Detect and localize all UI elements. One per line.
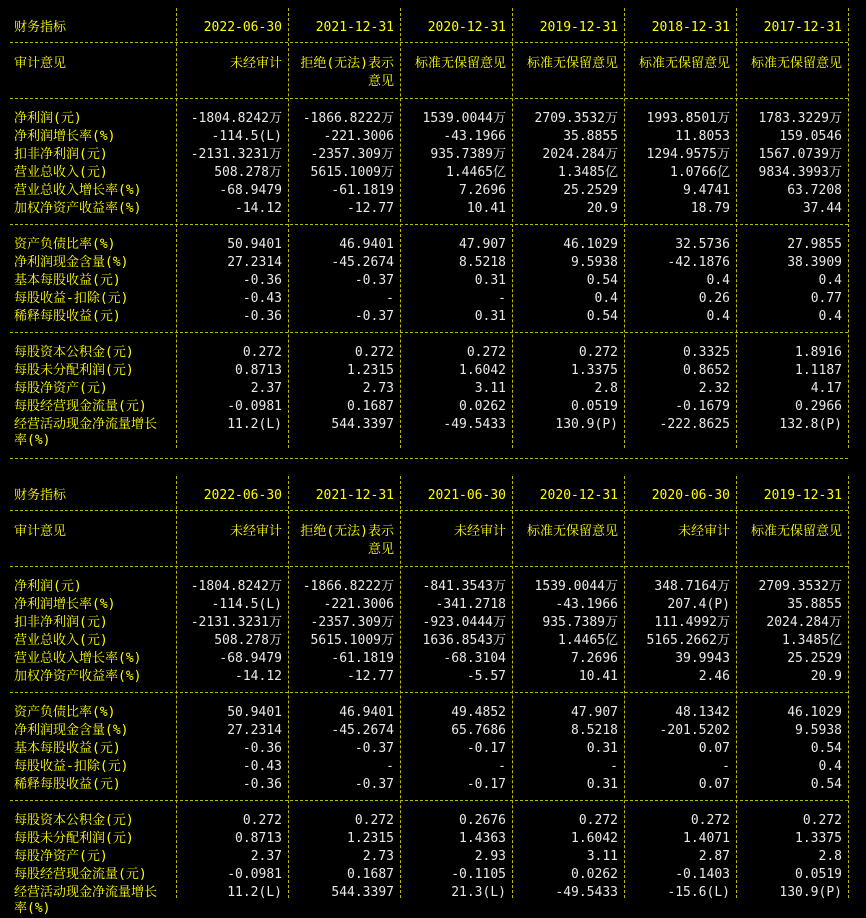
metric-label: 稀释每股收益(元) [14,309,121,324]
metric-value: 49.4852 [451,705,506,720]
metric-value: 20.9 [810,669,842,684]
metric-value: -0.43 [242,759,282,774]
metric-value: 5615.1009万 [310,633,394,648]
metric-label: 每股收益-扣除(元) [14,291,129,306]
metric-value: 18.79 [690,201,730,216]
audit-opinion-value: 意见 [367,74,394,89]
metric-value: 1.3485亿 [782,633,842,648]
metric-value: 0.1687 [347,399,394,414]
metric-value: -12.77 [347,201,394,216]
metric-value: 1993.8501万 [646,111,730,126]
metric-value: -1804.8242万 [190,111,282,126]
metric-label: 加权净资产收益率(%) [14,669,142,684]
metric-value: - [498,759,506,774]
metric-value: -222.8625 [659,417,730,432]
metric-value: 0.272 [466,345,506,360]
metric-label: 资产负债比率(%) [14,705,116,720]
audit-opinion-value: 标准无保留意见 [750,56,842,71]
metric-value: 159.0546 [779,129,842,144]
metric-value: 2.46 [698,669,730,684]
metric-value: 0.272 [802,813,842,828]
metric-value: 0.54 [586,273,618,288]
metric-label: 营业总收入增长率(%) [14,651,142,666]
metric-label: 加权净资产收益率(%) [14,201,142,216]
metric-value: 1.1187 [795,363,842,378]
metric-value: 0.07 [698,777,730,792]
metric-value: 11.2(L) [227,885,282,900]
column-divider [848,8,849,448]
column-divider [624,8,625,448]
metric-value: 0.4 [594,291,618,306]
metric-label-continued: 率(%) [14,433,51,448]
audit-opinion-value: 标准无保留意见 [414,56,506,71]
metric-value: -114.5(L) [211,597,282,612]
metric-label: 净利润现金含量(%) [14,255,129,270]
column-divider [624,476,625,898]
metric-value: - [498,291,506,306]
metric-label: 扣非净利润(元) [14,147,108,162]
metric-value: 11.8053 [675,129,730,144]
metric-value: 0.54 [810,741,842,756]
metric-value: 1636.8543万 [422,633,506,648]
metric-value: 0.3325 [683,345,730,360]
metric-value: 2.8 [818,849,842,864]
metric-value: -1804.8242万 [190,579,282,594]
metric-value: 348.7164万 [654,579,730,594]
metric-value: 63.7208 [787,183,842,198]
period-date-header: 2022-06-30 [203,20,282,35]
metric-value: 130.9(P) [779,885,842,900]
metric-value: 46.1029 [563,237,618,252]
metric-value: 50.9401 [227,705,282,720]
metric-value: 0.0262 [571,867,618,882]
metric-value: -5.57 [466,669,506,684]
metric-value: - [386,759,394,774]
table-header-label: 财务指标 [14,20,67,35]
metric-value: -0.1403 [675,867,730,882]
section-divider [10,566,848,567]
metric-value: 2.87 [698,849,730,864]
metric-value: 32.5736 [675,237,730,252]
metric-label: 净利润(元) [14,111,82,126]
metric-value: -0.0981 [227,399,282,414]
metric-value: 1.4465亿 [558,633,618,648]
section-divider [10,692,848,693]
metric-value: 2.37 [250,849,282,864]
metric-value: 0.0519 [571,399,618,414]
metric-value: 50.9401 [227,237,282,252]
metric-value: 10.41 [578,669,618,684]
metric-value: 27.2314 [227,255,282,270]
audit-opinion-value: 标准无保留意见 [638,56,730,71]
column-divider [288,8,289,448]
metric-value: 0.0262 [459,399,506,414]
metric-label: 经营活动现金净流量增长 [14,885,158,900]
metric-value: 1783.3229万 [758,111,842,126]
audit-opinion-value: 未经审计 [229,524,282,539]
metric-value: -14.12 [235,201,282,216]
metric-value: -341.2718 [435,597,506,612]
audit-opinion-value: 未经审计 [453,524,506,539]
metric-value: 1.3375 [795,831,842,846]
metric-value: 46.9401 [339,237,394,252]
metric-value: 27.2314 [227,723,282,738]
metric-value: -61.1819 [331,183,394,198]
metric-value: 2.73 [362,849,394,864]
audit-opinion-value: 拒绝(无法)表示 [300,56,394,71]
metric-value: -0.37 [354,741,394,756]
metric-value: 0.272 [242,813,282,828]
metric-value: 25.2529 [563,183,618,198]
metric-value: -49.5433 [555,885,618,900]
period-date-header: 2018-12-31 [651,20,730,35]
metric-value: -0.36 [242,309,282,324]
metric-value: 46.9401 [339,705,394,720]
metric-value: 0.2966 [795,399,842,414]
metric-value: -68.3104 [443,651,506,666]
metric-value: 132.8(P) [779,417,842,432]
metric-value: -45.2674 [331,255,394,270]
metric-value: 0.2676 [459,813,506,828]
metric-value: -0.17 [466,741,506,756]
audit-opinion-value: 意见 [367,542,394,557]
audit-opinion-value: 标准无保留意见 [750,524,842,539]
metric-value: 0.4 [818,759,842,774]
metric-value: 0.272 [242,345,282,360]
metric-value: 9.4741 [683,183,730,198]
metric-value: 9.5938 [571,255,618,270]
header-divider [10,42,848,43]
metric-value: -0.17 [466,777,506,792]
metric-value: 21.3(L) [451,885,506,900]
metric-value: 2709.3532万 [758,579,842,594]
metric-label: 净利润增长率(%) [14,597,116,612]
metric-label: 每股未分配利润(元) [14,831,134,846]
metric-label: 营业总收入增长率(%) [14,183,142,198]
period-date-header: 2019-12-31 [539,20,618,35]
column-divider [512,8,513,448]
metric-value: 0.07 [698,741,730,756]
metric-value: 508.278万 [214,165,282,180]
metric-value: 1539.0044万 [534,579,618,594]
metric-value: 0.4 [706,273,730,288]
metric-value: 48.1342 [675,705,730,720]
metric-value: 0.4 [706,309,730,324]
metric-label: 净利润增长率(%) [14,129,116,144]
metric-value: 7.2696 [571,651,618,666]
metric-value: 0.31 [586,777,618,792]
column-divider [288,476,289,898]
metric-value: 1.4465亿 [446,165,506,180]
metric-value: 0.272 [354,345,394,360]
period-date-header: 2020-12-31 [539,488,618,503]
metric-value: -43.1966 [443,129,506,144]
metric-value: -0.36 [242,273,282,288]
metric-label: 每股经营现金流量(元) [14,399,147,414]
metric-value: 37.44 [802,201,842,216]
period-date-header: 2022-06-30 [203,488,282,503]
audit-opinion-value: 标准无保留意见 [526,56,618,71]
metric-value: 0.8713 [235,363,282,378]
metric-value: 9.5938 [795,723,842,738]
metric-value: 5615.1009万 [310,165,394,180]
metric-value: 1.6042 [459,363,506,378]
metric-value: 111.4992万 [654,615,730,630]
metric-value: -14.12 [235,669,282,684]
metric-value: 8.5218 [571,723,618,738]
audit-opinion-value: 未经审计 [677,524,730,539]
metric-value: -1866.8222万 [302,111,394,126]
metric-value: -0.1679 [675,399,730,414]
metric-value: 1.2315 [347,363,394,378]
metric-value: 0.31 [474,309,506,324]
period-date-header: 2019-12-31 [763,488,842,503]
metric-value: 25.2529 [787,651,842,666]
metric-value: -2357.309万 [310,615,394,630]
period-date-header: 2020-12-31 [427,20,506,35]
metric-value: 5165.2662万 [646,633,730,648]
metric-label-continued: 率(%) [14,901,51,916]
metric-value: - [386,291,394,306]
metric-label: 净利润(元) [14,579,82,594]
metric-value: 1539.0044万 [422,111,506,126]
metric-value: 0.54 [810,777,842,792]
metric-value: 207.4(P) [667,597,730,612]
audit-opinion-value: 标准无保留意见 [526,524,618,539]
metric-label: 每股净资产(元) [14,381,108,396]
metric-value: 1294.9575万 [646,147,730,162]
metric-value: -2131.3231万 [190,147,282,162]
metric-value: 38.3909 [787,255,842,270]
metric-value: 0.272 [578,813,618,828]
metric-value: 7.2696 [459,183,506,198]
metric-value: 10.41 [466,201,506,216]
metric-value: -42.1876 [667,255,730,270]
metric-label: 每股收益-扣除(元) [14,759,129,774]
metric-label: 每股净资产(元) [14,849,108,864]
metric-value: 130.9(P) [555,417,618,432]
column-divider [400,476,401,898]
metric-value: 2024.284万 [542,147,618,162]
metric-value: 1.4071 [683,831,730,846]
metric-value: -0.36 [242,741,282,756]
metric-value: 0.31 [586,741,618,756]
header-divider [10,510,848,511]
metric-value: -43.1966 [555,597,618,612]
metric-value: 1.0766亿 [670,165,730,180]
metric-value: -0.37 [354,273,394,288]
column-divider [736,8,737,448]
metric-value: 0.77 [810,291,842,306]
section-divider [10,332,848,333]
metric-value: -0.1105 [451,867,506,882]
metric-value: 1.3375 [571,363,618,378]
metric-value: -15.6(L) [667,885,730,900]
metric-value: 0.8713 [235,831,282,846]
metric-value: -0.43 [242,291,282,306]
period-date-header: 2021-12-31 [315,20,394,35]
metric-value: 47.907 [571,705,618,720]
metric-value: 1.3485亿 [558,165,618,180]
audit-opinion-label: 审计意见 [14,524,67,539]
metric-value: 2.32 [698,381,730,396]
metric-value: 2709.3532万 [534,111,618,126]
metric-value: 508.278万 [214,633,282,648]
metric-value: 544.3397 [331,417,394,432]
metric-value: 0.1687 [347,867,394,882]
metric-value: -221.3006 [323,129,394,144]
metric-value: 1.2315 [347,831,394,846]
metric-value: -61.1819 [331,651,394,666]
metric-value: 2.37 [250,381,282,396]
metric-label: 每股经营现金流量(元) [14,867,147,882]
metric-value: -68.9479 [219,183,282,198]
metric-value: -0.37 [354,777,394,792]
metric-label: 每股未分配利润(元) [14,363,134,378]
metric-value: 935.7389万 [542,615,618,630]
metric-value: -2357.309万 [310,147,394,162]
period-date-header: 2021-12-31 [315,488,394,503]
metric-label: 稀释每股收益(元) [14,777,121,792]
metric-value: 0.8652 [683,363,730,378]
metric-label: 营业总收入(元) [14,633,108,648]
metric-label: 每股资本公积金(元) [14,345,134,360]
metric-value: -114.5(L) [211,129,282,144]
audit-opinion-value: 拒绝(无法)表示 [300,524,394,539]
metric-value: 1.8916 [795,345,842,360]
period-date-header: 2017-12-31 [763,20,842,35]
section-divider [10,224,848,225]
metric-value: 3.11 [586,849,618,864]
metric-value: 9834.3993万 [758,165,842,180]
metric-value: 2024.284万 [766,615,842,630]
metric-value: 27.9855 [787,237,842,252]
metric-label: 营业总收入(元) [14,165,108,180]
metric-label: 每股资本公积金(元) [14,813,134,828]
metric-value: -0.0981 [227,867,282,882]
metric-value: -68.9479 [219,651,282,666]
metric-value: 35.8855 [563,129,618,144]
metric-value: 935.7389万 [430,147,506,162]
metric-label: 扣非净利润(元) [14,615,108,630]
metric-value: 20.9 [586,201,618,216]
metric-value: 0.272 [354,813,394,828]
metric-value: -841.3543万 [422,579,506,594]
metric-value: -201.5202 [659,723,730,738]
metric-value: 2.93 [474,849,506,864]
metric-value: 0.4 [818,273,842,288]
metric-value: -0.37 [354,309,394,324]
metric-value: 0.272 [690,813,730,828]
metric-label: 经营活动现金净流量增长 [14,417,158,432]
metric-value: - [722,759,730,774]
metric-value: -12.77 [347,669,394,684]
metric-value: 46.1029 [787,705,842,720]
metric-value: 65.7686 [451,723,506,738]
metric-value: -1866.8222万 [302,579,394,594]
metric-value: 0.26 [698,291,730,306]
metric-value: -2131.3231万 [190,615,282,630]
metric-value: 47.907 [459,237,506,252]
metric-value: 2.8 [594,381,618,396]
metric-value: 0.0519 [795,867,842,882]
metric-value: 11.2(L) [227,417,282,432]
metric-value: - [610,759,618,774]
metric-value: 3.11 [474,381,506,396]
metric-value: -221.3006 [323,597,394,612]
column-divider [176,476,177,898]
metric-value: 0.31 [474,273,506,288]
metric-value: 1567.0739万 [758,147,842,162]
metric-value: -0.36 [242,777,282,792]
metric-label: 资产负债比率(%) [14,237,116,252]
column-divider [512,476,513,898]
metric-value: -923.0444万 [422,615,506,630]
metric-value: 1.6042 [571,831,618,846]
period-date-header: 2021-06-30 [427,488,506,503]
metric-label: 基本每股收益(元) [14,273,121,288]
period-date-header: 2020-06-30 [651,488,730,503]
metric-value: -45.2674 [331,723,394,738]
audit-opinion-value: 未经审计 [229,56,282,71]
metric-label: 净利润现金含量(%) [14,723,129,738]
section-divider [10,98,848,99]
column-divider [176,8,177,448]
column-divider [736,476,737,898]
column-divider [400,8,401,448]
metric-value: 0.54 [586,309,618,324]
metric-value: -49.5433 [443,417,506,432]
metric-value: 2.73 [362,381,394,396]
metric-value: 35.8855 [787,597,842,612]
metric-value: 1.4363 [459,831,506,846]
metric-value: 0.272 [578,345,618,360]
metric-value: 544.3397 [331,885,394,900]
metric-value: 0.4 [818,309,842,324]
audit-opinion-label: 审计意见 [14,56,67,71]
column-divider [848,476,849,898]
metric-value: 4.17 [810,381,842,396]
table-bottom-divider [10,458,848,459]
section-divider [10,800,848,801]
metric-value: 39.9943 [675,651,730,666]
table-header-label: 财务指标 [14,488,67,503]
metric-value: 8.5218 [459,255,506,270]
metric-label: 基本每股收益(元) [14,741,121,756]
